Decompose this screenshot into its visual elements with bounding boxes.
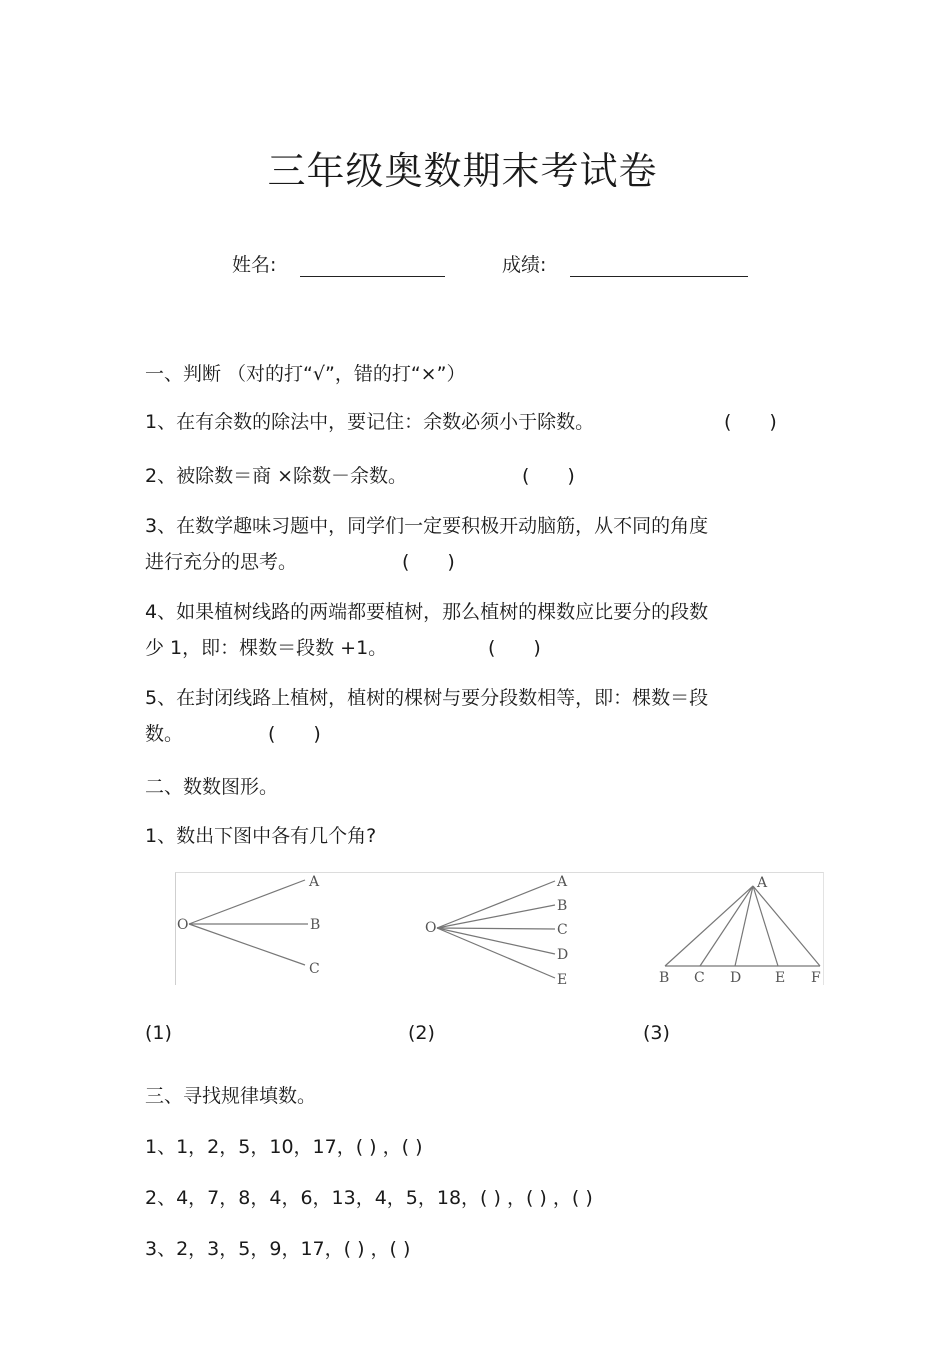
score-label: 成绩: [502,254,547,276]
judge-item-3-line1: 3、在数学趣味习题中，同学们一定要积极开动脑筋，从不同的角度 [145,515,709,537]
page-title: 三年级奥数期末考试卷 [267,149,658,193]
fig1-ray-label-c: C [309,961,320,977]
fig1-vertex-label: O [177,917,189,933]
judge-answer-3[interactable]: ( ) [402,551,455,573]
figure-1-angle-diagram [189,880,308,965]
figure-2-angle-diagram [437,881,555,978]
judge-answer-4[interactable]: ( ) [488,637,541,659]
fig3-base-label-d: D [730,970,742,986]
figure-1-label: (1) [145,1022,172,1044]
section1-heading: 一、判断 （对的打“√”，错的打“×”） [145,363,466,385]
name-label: 姓名: [232,254,277,276]
fig3-apex-label: A [757,875,768,891]
pattern-item-3: 3、2，3，5，9，17，( ) ，( ) [145,1238,411,1260]
judge-item-4-line2: 少 1，即：棵数＝段数 +1。 [145,637,388,659]
fig3-base-label-b: B [659,970,670,986]
figure-3-label: (3) [643,1022,670,1044]
figure-2-label: (2) [408,1022,435,1044]
judge-answer-2[interactable]: ( ) [522,465,575,487]
fig1-ray-label-b: B [310,917,321,933]
judge-answer-5[interactable]: ( ) [268,723,321,745]
judge-item-4-line1: 4、如果植树线路的两端都要植树，那么植树的棵数应比要分的段数 [145,601,709,623]
figure-3-triangle-diagram [665,886,820,966]
judge-answer-1[interactable]: ( ) [724,411,777,433]
judge-item-5-line1: 5、在封闭线路上植树，植树的棵树与要分段数相等，即：棵数＝段 [145,687,709,709]
fig3-base-label-f: F [811,970,821,986]
fig2-ray-label-c: C [557,922,568,938]
pattern-item-2: 2、4，7，8，4，6，13，4，5，18，( ) ，( ) ，( ) [145,1187,593,1209]
section2-heading: 二、数数图形。 [145,776,279,798]
section2-question: 1、数出下图中各有几个角? [145,825,377,847]
fig2-ray-label-e: E [557,972,568,988]
pattern-item-1: 1、1，2，5，10，17，( ) ，( ) [145,1136,423,1158]
score-blank-line[interactable] [570,276,748,277]
fig3-base-label-e: E [775,970,786,986]
fig2-ray-label-a: A [557,874,568,890]
angle-figures [175,872,825,990]
fig2-ray-label-d: D [557,947,569,963]
judge-item-3-line2: 进行充分的思考。 [145,551,298,573]
fig2-ray-label-b: B [557,898,568,914]
section3-heading: 三、寻找规律填数。 [145,1085,317,1107]
name-blank-line[interactable] [300,276,445,277]
judge-item-1: 1、在有余数的除法中，要记住：余数必须小于除数。 [145,411,595,433]
judge-item-5-line2: 数。 [145,723,184,745]
judge-item-2: 2、被除数＝商 ×除数－余数。 [145,465,408,487]
fig3-base-label-c: C [694,970,705,986]
fig1-ray-label-a: A [309,874,320,890]
fig2-vertex-label: O [425,920,437,936]
